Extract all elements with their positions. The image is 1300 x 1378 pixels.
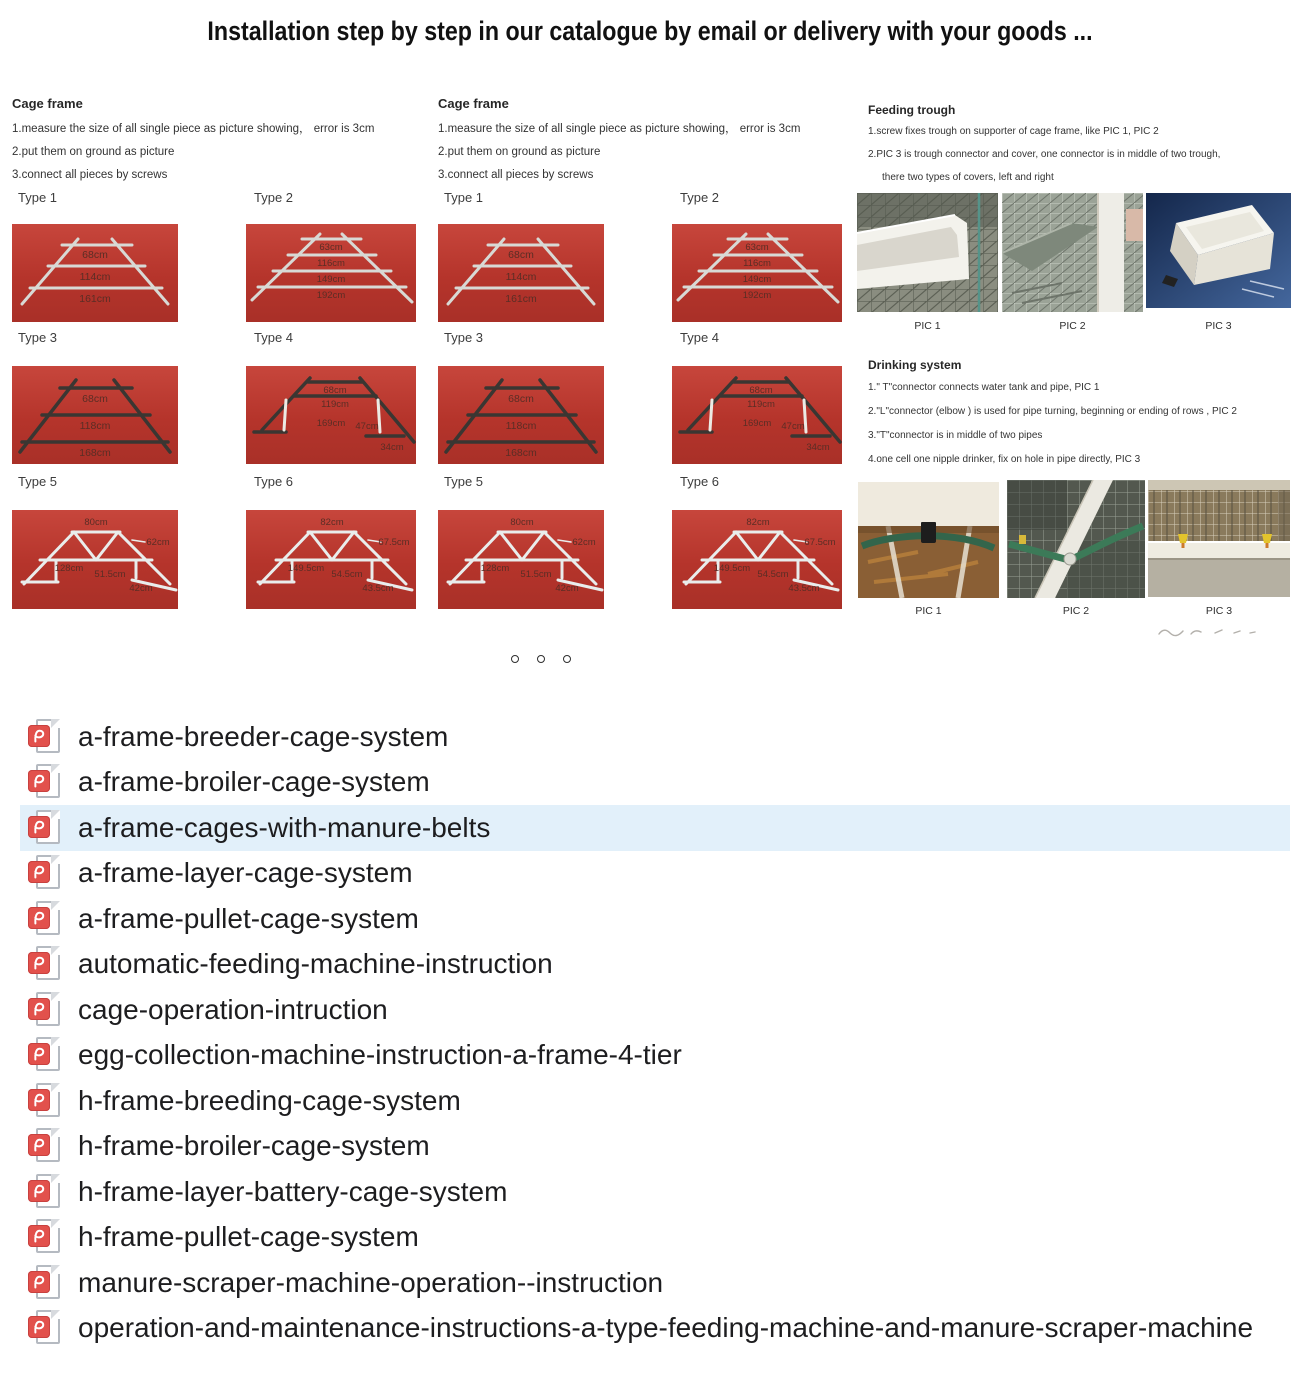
svg-text:161cm: 161cm bbox=[505, 293, 537, 305]
pdf-file-icon bbox=[28, 763, 61, 801]
instruction-step: 1.screw fixes trough on supporter of cage frame, like PIC 1, PIC 2 bbox=[868, 126, 1159, 137]
instruction-step: 3.connect all pieces by screws bbox=[438, 169, 594, 181]
type-label: Type 5 bbox=[444, 474, 484, 489]
instruction-step: 1.measure the size of all single piece as picture showing， error is 3cm bbox=[12, 123, 375, 135]
svg-text:47cm: 47cm bbox=[355, 421, 379, 432]
pic-caption: PIC 2 bbox=[1059, 320, 1086, 332]
file-name: automatic-feeding-machine-instruction bbox=[78, 948, 553, 980]
file-name: h-frame-breeding-cage-system bbox=[78, 1084, 461, 1116]
type-label: Type 2 bbox=[254, 190, 294, 205]
file-name: manure-scraper-machine-operation--instruction bbox=[78, 1266, 664, 1298]
cage-frame-photo-type-2 bbox=[672, 224, 842, 322]
pic-caption: PIC 3 bbox=[1205, 605, 1233, 617]
svg-text:82cm: 82cm bbox=[320, 517, 344, 528]
carousel-dot[interactable] bbox=[537, 655, 545, 663]
file-row-selected[interactable] bbox=[20, 805, 1290, 851]
type-label: Type 4 bbox=[254, 330, 294, 345]
drinking-system-photo-pic2 bbox=[1007, 480, 1145, 598]
pdf-file-icon bbox=[28, 1218, 61, 1256]
file-row[interactable] bbox=[20, 1033, 1290, 1079]
cage-frame-column-1 bbox=[12, 96, 434, 626]
pic-caption: PIC 2 bbox=[1062, 605, 1090, 617]
svg-text:192cm: 192cm bbox=[316, 290, 346, 301]
section-heading: Feeding trough bbox=[868, 103, 956, 117]
file-name: h-frame-pullet-cage-system bbox=[78, 1221, 419, 1253]
file-row[interactable] bbox=[20, 1169, 1290, 1215]
svg-text:149.5cm: 149.5cm bbox=[713, 563, 751, 574]
instruction-step: 1." T"connector connects water tank and pipe, PIC 1 bbox=[868, 382, 1100, 393]
instruction-step: there two types of covers, left and right bbox=[882, 172, 1054, 183]
svg-text:169cm: 169cm bbox=[316, 418, 346, 429]
section-heading: Drinking system bbox=[868, 358, 962, 372]
drinking-system-photo-pic1 bbox=[858, 482, 999, 598]
pdf-file-icon bbox=[28, 991, 61, 1029]
cage-frame-photo-type-4 bbox=[246, 366, 416, 464]
svg-text:62cm: 62cm bbox=[572, 537, 596, 548]
svg-text:118cm: 118cm bbox=[505, 420, 537, 432]
instruction-step: 2.put them on ground as picture bbox=[438, 146, 601, 158]
svg-text:128cm: 128cm bbox=[54, 563, 84, 574]
pdf-file-icon bbox=[28, 945, 61, 983]
svg-text:192cm: 192cm bbox=[742, 290, 772, 301]
svg-text:42cm: 42cm bbox=[129, 583, 153, 594]
handwriting-scribble bbox=[1157, 624, 1292, 640]
svg-text:67.5cm: 67.5cm bbox=[378, 537, 410, 548]
svg-text:68cm: 68cm bbox=[82, 249, 108, 261]
type-label: Type 1 bbox=[444, 190, 484, 205]
file-row[interactable] bbox=[20, 1078, 1290, 1124]
instruction-step: 2.put them on ground as picture bbox=[12, 146, 175, 158]
file-name: a-frame-broiler-cage-system bbox=[78, 766, 430, 798]
svg-text:43.5cm: 43.5cm bbox=[362, 583, 394, 594]
svg-text:161cm: 161cm bbox=[79, 293, 111, 305]
svg-text:149cm: 149cm bbox=[316, 274, 346, 285]
svg-text:47cm: 47cm bbox=[781, 421, 805, 432]
file-name: operation-and-maintenance-instructions-a-type-feeding-machine-and-manure-scraper-machine bbox=[78, 1312, 1254, 1344]
instruction-step: 1.measure the size of all single piece as picture showing， error is 3cm bbox=[438, 123, 801, 135]
section-heading: Cage frame bbox=[438, 96, 509, 111]
file-name: cage-operation-intruction bbox=[78, 993, 388, 1025]
svg-text:68cm: 68cm bbox=[82, 393, 108, 405]
svg-text:82cm: 82cm bbox=[746, 517, 770, 528]
cage-frame-column-2 bbox=[438, 96, 860, 626]
svg-text:80cm: 80cm bbox=[84, 517, 108, 528]
right-column bbox=[857, 100, 1300, 660]
instruction-step: 3."T"connector is in middle of two pipes bbox=[868, 430, 1043, 441]
file-name: h-frame-layer-battery-cage-system bbox=[78, 1175, 508, 1207]
cage-frame-photo-type-2 bbox=[246, 224, 416, 322]
svg-text:34cm: 34cm bbox=[806, 442, 830, 453]
svg-text:128cm: 128cm bbox=[480, 563, 510, 574]
svg-text:42cm: 42cm bbox=[555, 583, 579, 594]
carousel-dot[interactable] bbox=[563, 655, 571, 663]
type-label: Type 2 bbox=[680, 190, 720, 205]
pic-caption: PIC 3 bbox=[1205, 320, 1232, 332]
file-row[interactable] bbox=[20, 851, 1290, 897]
instruction-step: 4.one cell one nipple drinker, fix on hole in pipe directly, PIC 3 bbox=[868, 454, 1141, 465]
cage-frame-photo-type-5 bbox=[12, 510, 178, 609]
svg-text:118cm: 118cm bbox=[79, 420, 111, 432]
file-row[interactable] bbox=[20, 760, 1290, 806]
svg-text:68cm: 68cm bbox=[323, 385, 347, 396]
file-row[interactable] bbox=[20, 987, 1290, 1033]
type-label: Type 3 bbox=[18, 330, 58, 345]
type-label: Type 3 bbox=[444, 330, 484, 345]
file-row[interactable] bbox=[20, 1306, 1290, 1352]
file-name: egg-collection-machine-instruction-a-frame-4-tier bbox=[78, 1039, 682, 1071]
instruction-step: 3.connect all pieces by screws bbox=[12, 169, 168, 181]
svg-text:54.5cm: 54.5cm bbox=[331, 569, 363, 580]
pdf-file-list bbox=[20, 714, 1290, 1351]
cage-frame-photo-type-4 bbox=[672, 366, 842, 464]
svg-text:68cm: 68cm bbox=[508, 249, 534, 261]
svg-text:67.5cm: 67.5cm bbox=[804, 537, 836, 548]
feeding-trough-photo-pic1 bbox=[857, 193, 998, 312]
cage-frame-photo-type-3 bbox=[438, 366, 604, 464]
svg-text:54.5cm: 54.5cm bbox=[757, 569, 789, 580]
cage-frame-photo-type-1 bbox=[438, 224, 604, 322]
feeding-trough-photo-pic2 bbox=[1002, 193, 1143, 312]
feeding-trough-photo-pic3 bbox=[1146, 193, 1291, 308]
pdf-file-icon bbox=[28, 1082, 61, 1120]
file-row[interactable] bbox=[20, 1215, 1290, 1261]
svg-text:43.5cm: 43.5cm bbox=[788, 583, 820, 594]
svg-text:168cm: 168cm bbox=[505, 447, 537, 459]
pic-caption: PIC 1 bbox=[915, 605, 942, 617]
type-label: Type 1 bbox=[18, 190, 58, 205]
file-name: h-frame-broiler-cage-system bbox=[78, 1130, 430, 1162]
svg-text:149.5cm: 149.5cm bbox=[287, 563, 325, 574]
pdf-file-icon bbox=[28, 1309, 61, 1347]
type-label: Type 6 bbox=[680, 474, 720, 489]
svg-text:149cm: 149cm bbox=[742, 274, 772, 285]
pdf-file-icon bbox=[28, 900, 61, 938]
file-row[interactable] bbox=[20, 714, 1290, 760]
page-title: Installation step by step in our catalogue by email or delivery with your goods ... bbox=[207, 16, 1093, 46]
file-name: a-frame-breeder-cage-system bbox=[78, 720, 449, 752]
cage-frame-photo-type-6 bbox=[672, 510, 842, 609]
instruction-steps bbox=[12, 118, 374, 187]
svg-text:63cm: 63cm bbox=[319, 242, 343, 253]
carousel-dots bbox=[511, 655, 571, 663]
cage-frame-photo-type-3 bbox=[12, 366, 178, 464]
pdf-file-icon bbox=[28, 1036, 61, 1074]
svg-text:114cm: 114cm bbox=[79, 271, 111, 283]
svg-text:168cm: 168cm bbox=[79, 447, 111, 459]
instruction-step: 2."L"connector (elbow ) is used for pipe turning, beginning or ending of rows , PIC 2 bbox=[868, 406, 1237, 417]
pic-caption: PIC 1 bbox=[914, 320, 941, 332]
cage-frame-photo-type-6 bbox=[246, 510, 416, 609]
svg-text:169cm: 169cm bbox=[742, 418, 772, 429]
file-row[interactable] bbox=[20, 896, 1290, 942]
file-name: a-frame-layer-cage-system bbox=[78, 857, 413, 889]
cage-frame-photo-type-1 bbox=[12, 224, 178, 322]
drinking-system-photo-pic3 bbox=[1148, 480, 1290, 597]
pdf-file-icon bbox=[28, 1127, 61, 1165]
svg-text:51.5cm: 51.5cm bbox=[520, 569, 552, 580]
file-row[interactable] bbox=[20, 942, 1290, 988]
svg-text:62cm: 62cm bbox=[146, 537, 170, 548]
pdf-file-icon bbox=[28, 809, 61, 847]
type-label: Type 6 bbox=[254, 474, 294, 489]
file-row[interactable] bbox=[20, 1260, 1290, 1306]
svg-text:80cm: 80cm bbox=[510, 517, 534, 528]
svg-text:114cm: 114cm bbox=[505, 271, 537, 283]
svg-text:119cm: 119cm bbox=[321, 399, 349, 410]
svg-text:119cm: 119cm bbox=[747, 399, 775, 410]
pdf-file-icon bbox=[28, 1173, 61, 1211]
instruction-steps bbox=[438, 118, 800, 187]
svg-text:68cm: 68cm bbox=[749, 385, 773, 396]
svg-text:51.5cm: 51.5cm bbox=[94, 569, 126, 580]
type-label: Type 4 bbox=[680, 330, 720, 345]
file-row[interactable] bbox=[20, 1124, 1290, 1170]
svg-text:68cm: 68cm bbox=[508, 393, 534, 405]
pdf-file-icon bbox=[28, 718, 61, 756]
svg-text:63cm: 63cm bbox=[745, 242, 769, 253]
svg-text:116cm: 116cm bbox=[743, 258, 771, 269]
pdf-file-icon bbox=[28, 854, 61, 892]
carousel-dot[interactable] bbox=[511, 655, 519, 663]
instruction-step: 2.PIC 3 is trough connector and cover, one connector is in middle of two trough, bbox=[868, 149, 1221, 160]
svg-text:34cm: 34cm bbox=[380, 442, 404, 453]
file-name: a-frame-cages-with-manure-belts bbox=[78, 811, 491, 843]
file-name: a-frame-pullet-cage-system bbox=[78, 902, 419, 934]
section-heading: Cage frame bbox=[12, 96, 83, 111]
svg-text:116cm: 116cm bbox=[317, 258, 345, 269]
cage-frame-photo-type-5 bbox=[438, 510, 604, 609]
type-label: Type 5 bbox=[18, 474, 58, 489]
pdf-file-icon bbox=[28, 1264, 61, 1302]
